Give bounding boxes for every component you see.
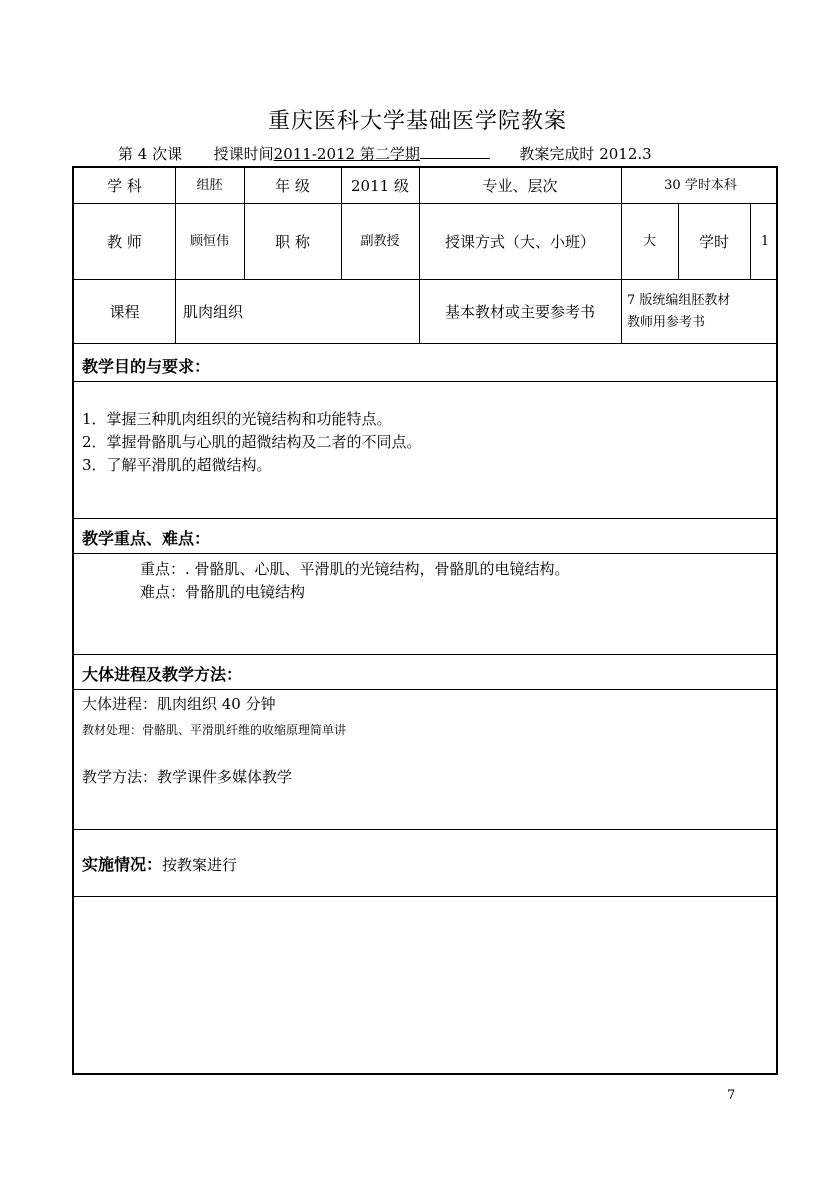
goal-item: 2．掌握骨骼肌与心肌的超微结构及二者的不同点。 <box>82 433 422 451</box>
difficult-points-text: 难点：骨骼肌的电镜结构 <box>140 583 306 601</box>
time-label: 授课时间 <box>213 145 274 163</box>
mode-label: 授课方式（大、小班） <box>444 233 595 251</box>
vrule-1 <box>175 168 176 344</box>
method-text: 教学方法：教学课件多媒体教学 <box>82 768 293 786</box>
subject-label: 学 科 <box>107 177 142 195</box>
key-points-text: 重点：. 骨骼肌、心肌、平滑肌的光镜结构，骨骼肌的电镜结构。 <box>140 560 570 578</box>
goals-heading: 教学目的与要求： <box>82 357 211 376</box>
implementation-row <box>82 852 237 875</box>
book-value-line1: 7 版统编组胚教材 <box>627 293 731 308</box>
lesson-info-line <box>118 143 652 164</box>
document-title: 重庆医科大学基础医学院教案 <box>267 109 567 134</box>
vrule-3 <box>341 168 342 280</box>
implementation-value: 按教案进行 <box>162 856 238 874</box>
rule-key <box>74 654 776 655</box>
major-value: 30 学时本科 <box>664 178 737 193</box>
key-points-heading: 教学重点、难点： <box>82 529 211 548</box>
teacher-label: 教 师 <box>107 233 142 251</box>
rank-value: 副教授 <box>360 234 400 249</box>
lesson-number: 第 4 次课 <box>118 145 183 163</box>
course-value: 肌肉组织 <box>183 303 244 321</box>
hours-value: 1 <box>760 234 770 249</box>
rule-row2 <box>74 279 776 280</box>
rule-process-head <box>74 689 776 690</box>
completion-date: 教案完成时 2012.3 <box>519 145 652 163</box>
course-label: 课程 <box>109 303 140 321</box>
rule-process <box>74 829 776 830</box>
book-value <box>621 280 780 344</box>
time-underline <box>420 146 490 159</box>
time-value: 2011-2012 第二学期 <box>273 145 420 163</box>
vrule-6 <box>678 204 679 280</box>
major-label: 专业、层次 <box>482 177 558 195</box>
vrule-2 <box>244 168 245 280</box>
rule-row1 <box>74 203 776 204</box>
material-text: 教材处理：骨骼肌、平滑肌纤维的收缩原理简单讲 <box>82 723 347 737</box>
goal-item: 1．掌握三种肌肉组织的光镜结构和功能特点。 <box>82 410 392 428</box>
rank-label: 职 称 <box>275 233 310 251</box>
vrule-7 <box>750 204 751 280</box>
page-number: 7 <box>727 1088 736 1103</box>
rule-goals-head <box>74 381 776 382</box>
process-heading: 大体进程及教学方法： <box>82 665 243 684</box>
vrule-4 <box>419 168 420 344</box>
goal-item: 3．了解平滑肌的超微结构。 <box>82 456 272 474</box>
rule-key-head <box>74 553 776 554</box>
grade-label: 年 级 <box>275 177 310 195</box>
hours-label: 学时 <box>698 233 729 251</box>
rule-row3 <box>74 343 776 344</box>
book-label: 基本教材或主要参考书 <box>444 303 595 321</box>
implementation-heading: 实施情况： <box>82 855 163 874</box>
mode-value: 大 <box>642 234 656 249</box>
book-value-line2: 教师用参考书 <box>627 315 706 330</box>
grade-value: 2011 级 <box>351 177 409 195</box>
lesson-plan-table <box>72 166 778 1075</box>
rule-goals <box>74 518 776 519</box>
process-text: 大体进程：肌肉组织 40 分钟 <box>82 695 276 713</box>
subject-value: 组胚 <box>196 178 223 193</box>
teacher-value: 顾恒伟 <box>189 234 229 249</box>
vrule-5 <box>621 168 622 344</box>
rule-impl <box>74 896 776 897</box>
